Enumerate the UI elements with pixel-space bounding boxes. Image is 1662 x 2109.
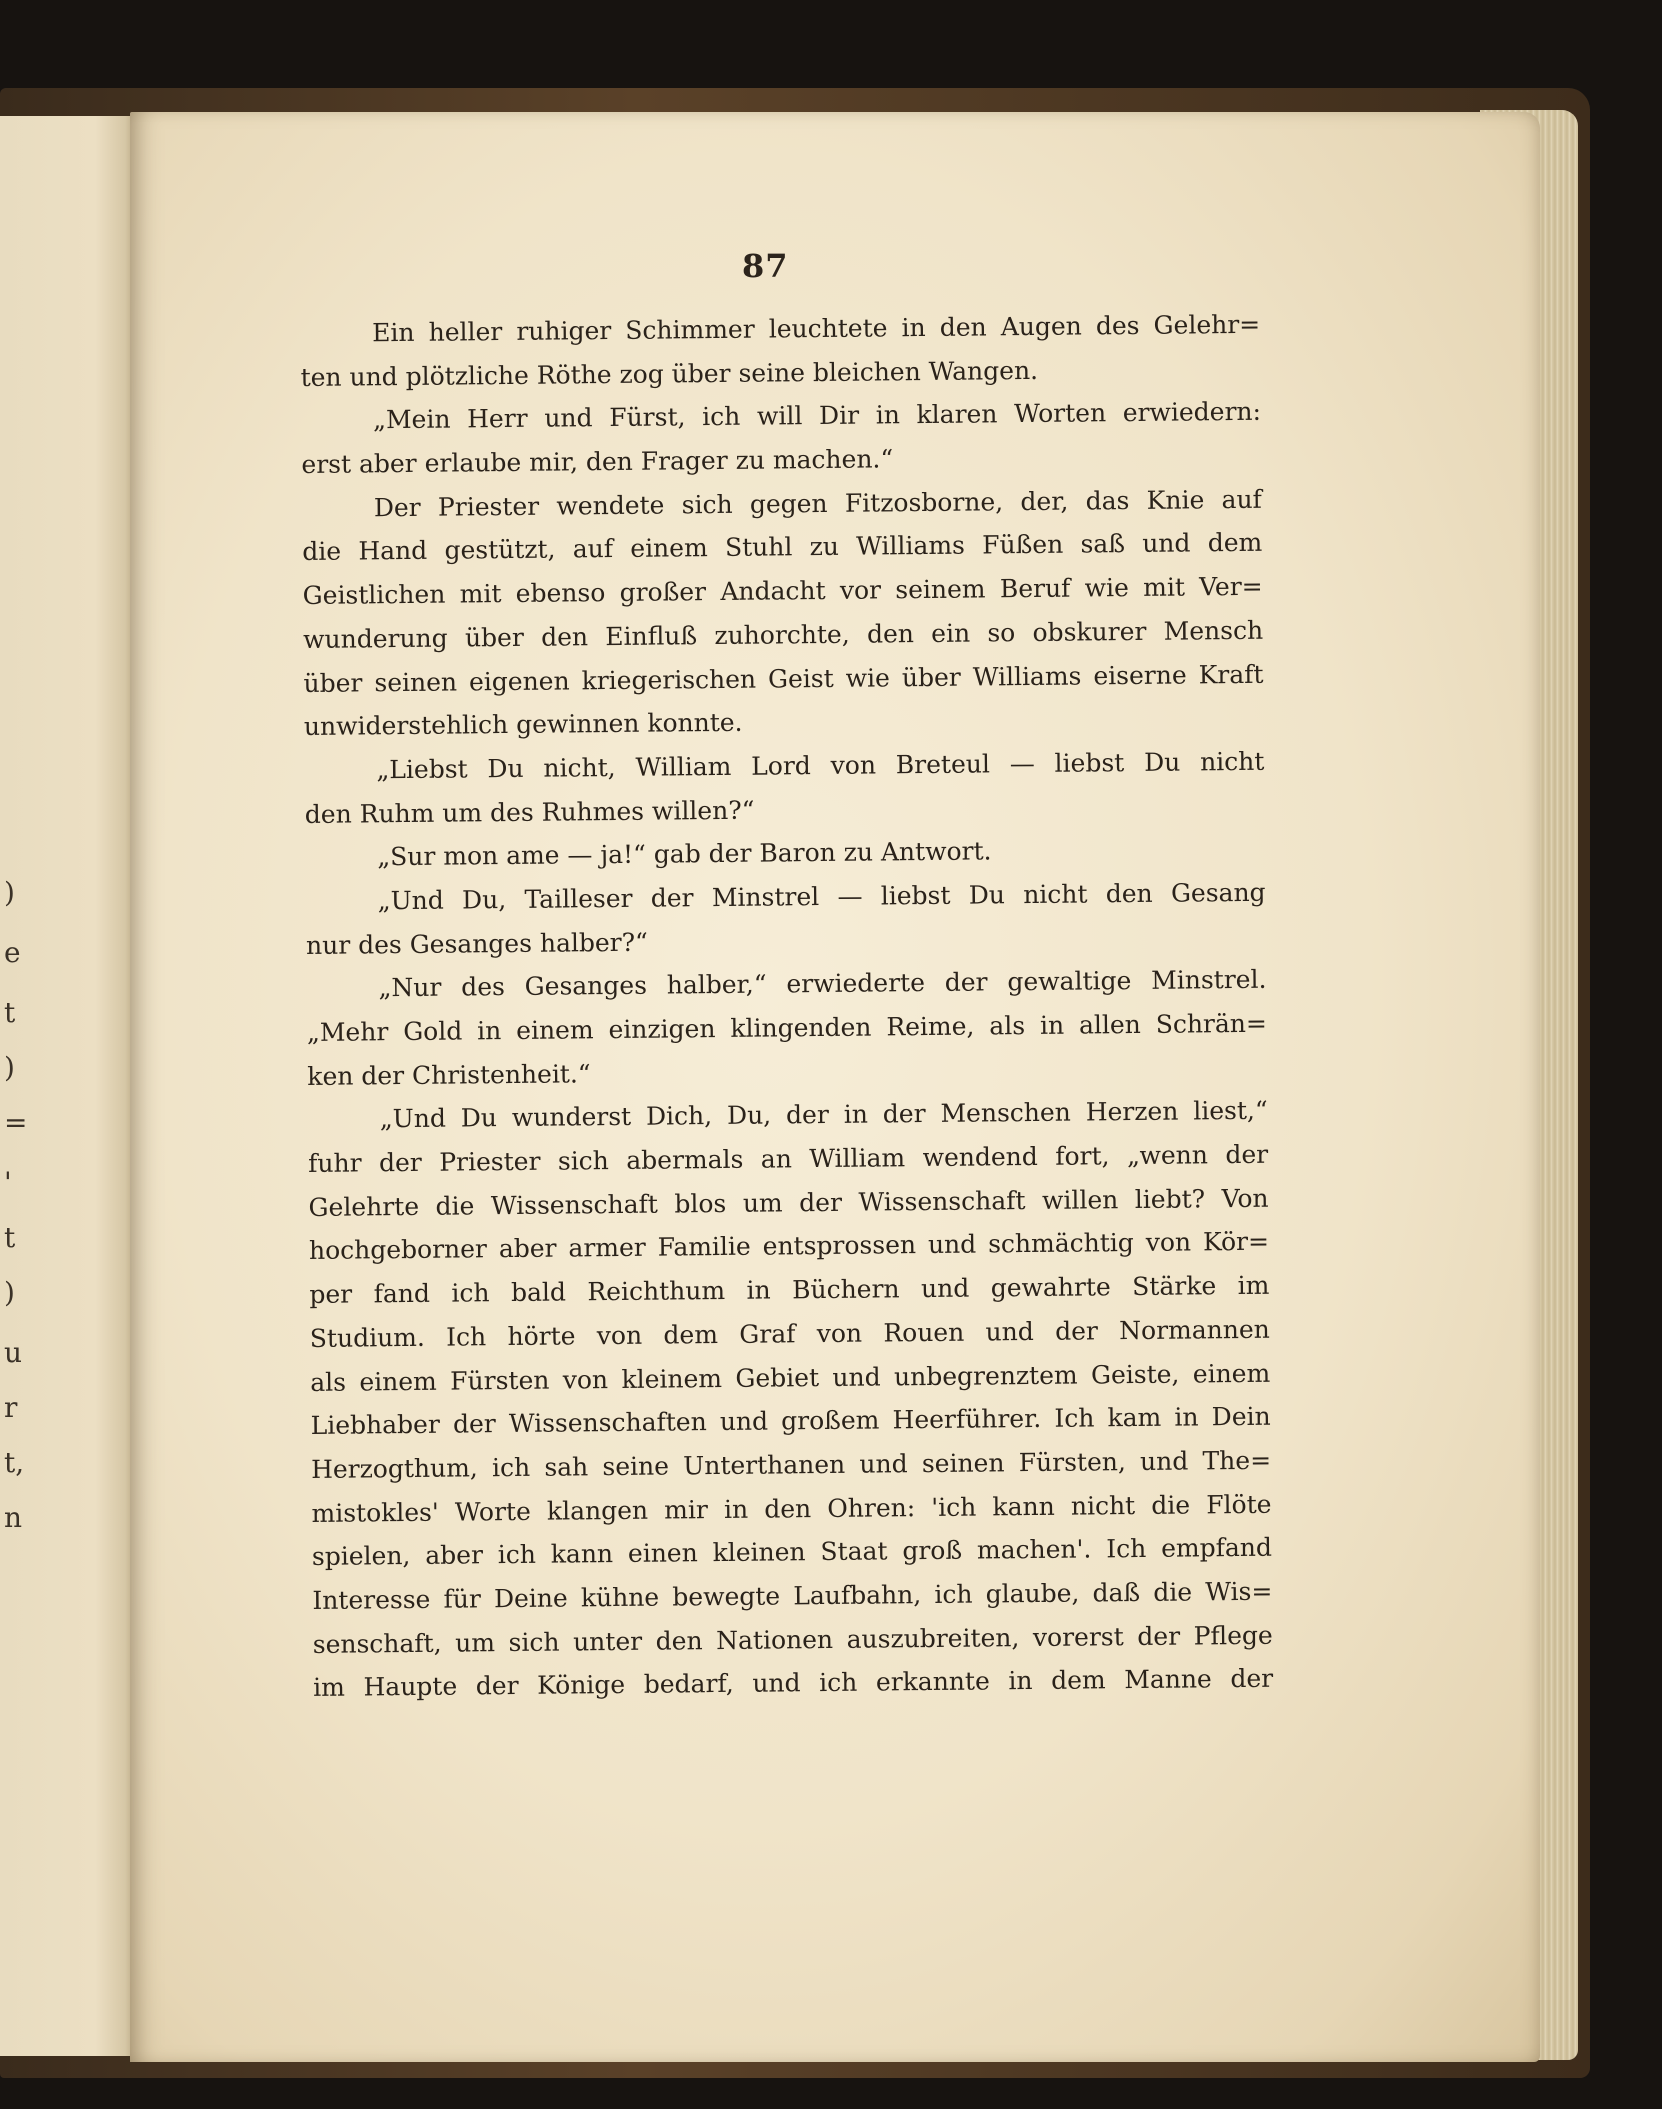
left-page-fragment: t [4,1221,16,1254]
left-page-fragment: ' [4,1166,12,1199]
text-line: ten und plötzliche Röthe zog über seine bleichen Wangen. [300,355,1039,392]
left-page-fragment: t [4,996,16,1029]
text-line: „Mehr Gold in einem einzigen klingenden Reime, als in allen Schrän= [306,1008,1268,1047]
text-line: spielen, aber ich kann einen kleinen Staat groß machen'. Ich empfand [311,1532,1273,1572]
text-line: mistokles' Worte klangen mir in den Ohren: 'ich kann nicht die Flöte [311,1489,1272,1528]
text-line: Gelehrte die Wissenschaft blos um der Wissenschaft willen liebt? Von [308,1183,1269,1222]
text-line: „Und Du wunderst Dich, Du, der in der Menschen Herzen liest,“ [379,1096,1268,1134]
text-line: über seinen eigenen kriegerischen Geist wie über Williams eiserne Kraft [303,659,1264,698]
text-line: den Ruhm um des Ruhmes willen?“ [304,795,755,829]
text-line: ken der Christenheit.“ [307,1058,591,1091]
left-page-fragment: ) [4,876,15,909]
text-line: „Und Du, Tailleser der Minstrel — liebst Du nicht den Gesang [377,877,1266,916]
text-line: nur des Gesanges halber?“ [305,927,648,960]
left-page-fragment: u [4,1336,23,1369]
body-text [300,303,1273,1710]
text-line: Herzogthum, ich sah seine Unterthanen und seinen Fürsten, und The= [310,1445,1272,1484]
text-line: Der Priester wendete sich gegen Fitzosborne, der, das Knie auf [373,484,1262,523]
left-page-fragment: t, [4,1446,25,1479]
text-line: Geistlichen mit ebenso großer Andacht vor seinem Beruf wie mit Ver= [302,571,1263,611]
text-line: erst aber erlaube mir, den Frager zu machen.“ [301,444,894,480]
text-line: Studium. Ich hörte von dem Graf von Rouen und der Normannen [309,1314,1270,1353]
text-line: die Hand gestützt, auf einem Stuhl zu Williams Füßen saß und dem [302,528,1263,567]
text-line: im Haupte der Könige bedarf, und ich erkannte in dem Manne der [313,1664,1274,1703]
text-line: wunderung über den Einfluß zuhorchte, den ein so obskurer Mensch [303,615,1264,654]
left-page-fragment: = [4,1106,28,1139]
text-line: senschaft, um sich unter den Nationen auszubreiten, vorerst der Pflege [312,1620,1273,1659]
text-line: „Liebst Du nicht, William Lord von Breteul — liebst Du nicht [376,746,1265,785]
left-page-fragment: n [4,1501,23,1534]
text-line: Interesse für Deine kühne bewegte Laufbahn, ich glaube, daß die Wis= [312,1576,1273,1615]
text-line: Liebhaber der Wissenschaften und großem Heerführer. Ich kam in Dein [310,1401,1271,1441]
left-page-fragment: e [4,936,21,969]
text-line: per fand ich bald Reichthum in Büchern und gewahrte Stärke im [309,1270,1270,1310]
page-number: 87 [742,247,789,285]
left-page-fragment: ) [4,1276,15,1309]
text-line: als einem Fürsten von kleinem Gebiet und unbegrenztem Geiste, einem [310,1358,1271,1397]
left-page-fragment: r [4,1391,18,1424]
text-line: Ein heller ruhiger Schimmer leuchtete in den Augen des Gelehr= [372,309,1261,348]
text-line: „Mein Herr und Fürst, ich will Dir in klaren Worten erwiedern: [372,397,1262,435]
text-line: fuhr der Priester sich abermals an William wendend fort, „wenn der [308,1139,1269,1179]
text-line: „Nur des Gesanges halber,“ erwiederte der gewaltige Minstrel. [378,965,1267,1003]
text-line: „Sur mon ame — ja!“ gab der Baron zu Antwort. [377,836,992,872]
text-line: hochgeborner aber armer Familie entsprossen und schmächtig von Kör= [308,1227,1270,1266]
text-line: unwiderstehlich gewinnen konnte. [303,707,743,742]
left-page-edge [0,116,136,2056]
left-page-fragment: ) [4,1051,15,1084]
